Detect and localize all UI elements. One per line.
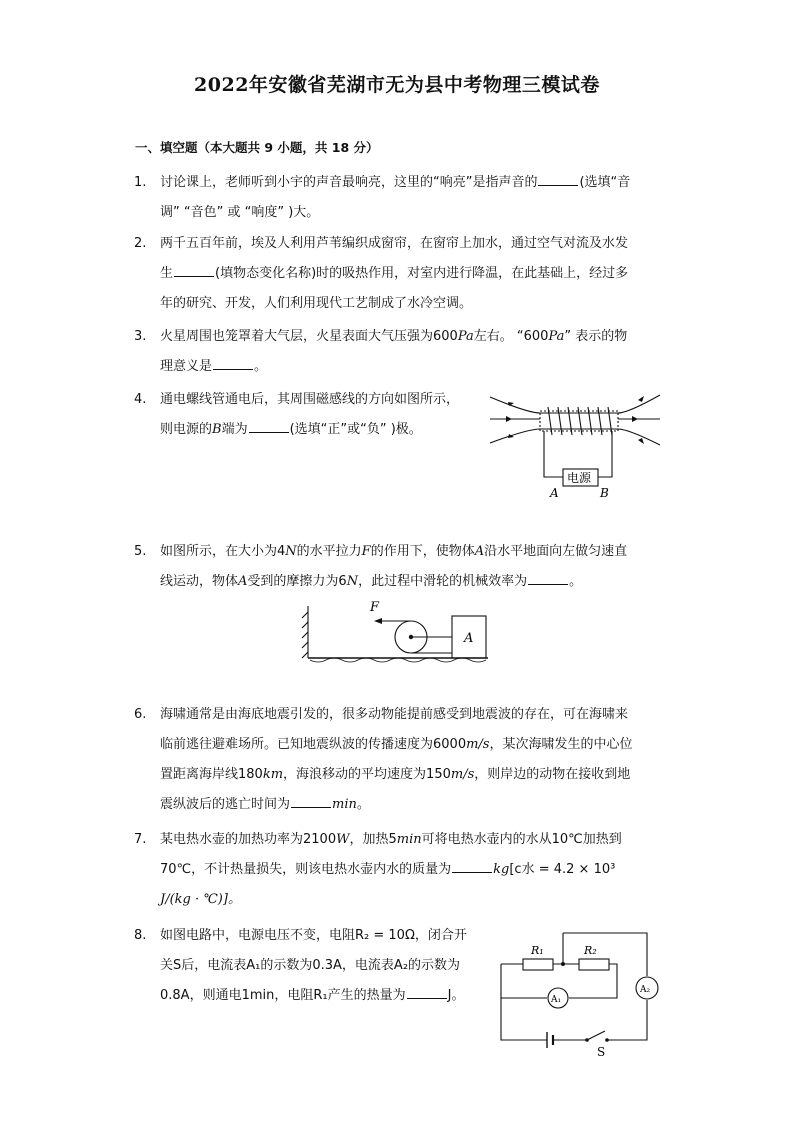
text: ，加热5 (349, 832, 397, 847)
switch-label: S (597, 1045, 606, 1059)
text: 的作用下，使物体 (370, 544, 475, 559)
variable: A (238, 574, 248, 589)
text: (填物态变化名称)时的吸热作用，对室内进行降温，在此基础上，经过多 (215, 266, 629, 281)
unit: min (332, 797, 357, 812)
text: ，此过程中滑轮的机械效率为 (358, 574, 528, 589)
solenoid-figure (488, 385, 663, 503)
text: 某电热水壶的加热功率为2100 (160, 832, 337, 847)
ammeter-a1-label: A₁ (551, 995, 562, 1005)
text: 海啸通常是由海底地震引发的，很多动物能提前感受到地震波的存在，可在海啸来 (160, 707, 629, 722)
answer-blank[interactable] (174, 262, 214, 277)
power-source-label: 电源 (567, 471, 592, 485)
text: 震纵波后的逃亡时间为 (160, 797, 291, 812)
section-heading: 一、填空题（本大题共 9 小题，共 18 分） (135, 140, 379, 155)
text: 两千五百年前，埃及人利用芦苇编织成窗帘，在窗帘上加水，通过空气对流及水发 (160, 236, 629, 251)
answer-blank[interactable] (538, 171, 578, 186)
question-number: 6. (134, 707, 147, 722)
text: 线运动，物体 (160, 574, 239, 589)
answer-blank[interactable] (452, 858, 492, 873)
unit: W (336, 832, 350, 847)
text: 理意义是 (160, 359, 213, 374)
answer-blank[interactable] (407, 984, 447, 999)
answer-blank[interactable] (291, 793, 331, 808)
text: 调” “音色” 或 “响度” )大。 (160, 205, 320, 220)
question-number: 3. (134, 329, 147, 344)
question-number: 2. (134, 236, 147, 251)
text: 临前逃往避难场所。已知地震纵波的传播速度为6000 (160, 737, 467, 752)
text: 端为 (221, 422, 248, 437)
text: 70℃，不计热量损失，则该电热水壶内水的质量为 (160, 862, 452, 877)
text: ，则岸边的动物在接收到地 (474, 767, 631, 782)
text: 受到的摩擦力为6 (247, 574, 347, 589)
question-number: 1. (134, 175, 147, 190)
pulley-figure (300, 600, 495, 670)
variable: B (212, 422, 222, 437)
r2-label: R₂ (584, 944, 597, 957)
unit: Pa (548, 329, 565, 344)
terminal-b-label: B (600, 486, 609, 500)
text: 如图所示，在大小为4 (160, 544, 286, 559)
question-number: 4. (134, 392, 147, 407)
answer-blank[interactable] (249, 418, 289, 433)
text: 如图电路中，电源电压不变，电阻R₂ = 10Ω，闭合开 (160, 928, 467, 943)
variable: A (474, 544, 485, 559)
text: 0.8A，则通电1min，电阻R₁产生的热量为 (160, 988, 406, 1003)
question-number: 8. (134, 928, 147, 943)
text: 生 (160, 266, 174, 281)
unit: m/s (450, 767, 475, 782)
text: 。 (356, 797, 370, 812)
text: ” 表示的物 (564, 329, 628, 344)
unit: N (346, 574, 359, 589)
question-number: 5. (134, 544, 147, 559)
text: 沿水平地面向左做匀速直 (484, 544, 628, 559)
force-label: F (370, 600, 380, 615)
text: 置距离海岸线180 (160, 767, 263, 782)
text: 关S后，电流表A₁的示数为0.3A，电流表A₂的示数为 (160, 958, 461, 973)
pulley-axle (409, 635, 413, 639)
text: ，某次海啸发生的中心位 (489, 737, 633, 752)
text: ，海浪移动的平均速度为150 (283, 767, 451, 782)
text: 则电源的 (160, 422, 213, 437)
ammeter-a2-label: A₂ (640, 985, 651, 995)
answer-blank[interactable] (213, 355, 253, 370)
text: 左右。 “600 (473, 329, 549, 344)
text: 通电螺线管通电后，其周围磁感线的方向如图所示， (160, 392, 460, 407)
question-number: 7. (134, 832, 147, 847)
answer-blank[interactable] (528, 570, 568, 585)
text: J。 (447, 988, 465, 1003)
text: (选填“音 (579, 175, 631, 190)
unit: km (262, 767, 284, 782)
unit: min (396, 832, 422, 847)
unit: kg (493, 862, 510, 877)
text: [c水 = 4.2 × 10³ (509, 862, 616, 877)
text: 的水平拉力 (296, 544, 362, 559)
unit: m/s (466, 737, 490, 752)
text: J/(kg · ℃)]。 (160, 892, 241, 907)
text: 火星周围也笼罩着大气层，火星表面大气压强为600 (160, 329, 458, 344)
text: 讨论课上，老师听到小宇的声音最响亮，这里的“响亮”是指声音的 (160, 175, 538, 190)
text: (选填“正”或“负” )极。 (289, 422, 422, 437)
page-title: 2022年安徽省芜湖市无为县中考物理三模试卷 (194, 74, 600, 96)
r1-label: R₁ (531, 944, 544, 957)
variable: F (361, 544, 371, 559)
unit: Pa (457, 329, 474, 344)
text: 年的研究、开发，人们利用现代工艺制成了水冷空调。 (160, 296, 473, 311)
unit: N (285, 544, 297, 559)
text: 。 (569, 574, 583, 589)
text: 可将电热水壶内的水从10℃加热到 (421, 832, 622, 847)
terminal-a-label: A (550, 486, 559, 500)
text: 。 (254, 359, 268, 374)
circuit-figure (497, 930, 662, 1060)
object-a-label: A (464, 631, 474, 646)
